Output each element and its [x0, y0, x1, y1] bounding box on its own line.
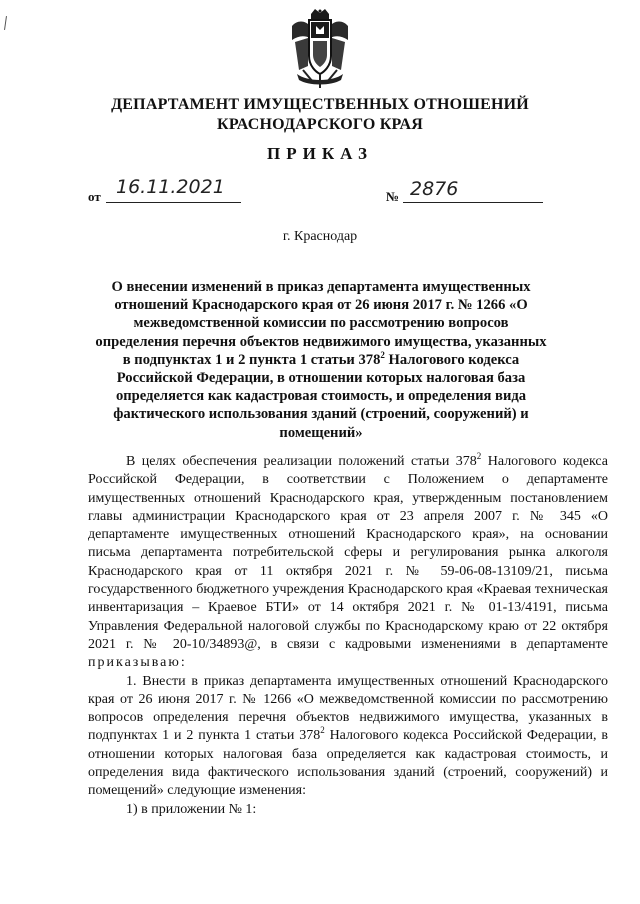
preamble-text-b: Налогового кодекса Российской Федерации, в соответствии с Положением о департаменте имущественных отношений Краснодарского края, утвержденным постановлением главы администрации Краснодарского края от 23 апреля 2007 г. № 345 «О департаменте имущественных отношений Краснодарского края», на основании письма департамента потребительской сферы и регулирования рынка алкоголя Краснодарского края от 11 октября 2021 г. № 59-06-08-13109/21, письма государственного бюджетного учреждения Краснодарского края «Краевая техническая инвентаризация – Краевое БТИ» от 14 октября 2021 г. № 01-13/4191, письма Управления Федеральной налоговой службы по Краснодарскому краю от 22 октября 2021 г. № 20-10/34893@, в связи с кадровыми изменениями в департаменте	[88, 454, 608, 652]
clause-1-paragraph	[88, 673, 608, 801]
preamble-paragraph	[88, 453, 608, 673]
preamble-superscript: 2	[476, 451, 482, 461]
department-name	[0, 95, 640, 135]
subclause-1-paragraph: 1) в приложении № 1:	[126, 801, 257, 817]
date-prefix: от	[88, 189, 101, 204]
city-label: г. Краснодар	[282, 229, 358, 244]
order-word: приказываю:	[88, 655, 187, 671]
number-prefix: №	[386, 189, 400, 204]
subject-superscript: 2	[380, 349, 385, 360]
department-name-line2: КРАСНОДАРСКОГО КРАЯ	[217, 116, 423, 133]
number-underline	[403, 202, 543, 203]
preamble-text-a: В целях обеспечения реализации положений статьи 378	[126, 454, 477, 469]
coat-of-arms-emblem	[289, 8, 351, 90]
department-name-line1: ДЕПАРТАМЕНТ ИМУЩЕСТВЕННЫХ ОТНОШЕНИЙ	[111, 96, 529, 113]
document-body	[88, 453, 608, 819]
clause-1-text-b: Налогового кодекса Российской Федерации, в отношении которых налоговая база определяется как кадастровая стоимость, и определения вида фактического использования зданий (строений, сооружений) и помещений» следующие изменения:	[88, 728, 608, 799]
subject-text-part2: Налогового кодекса Российской Федерации, в отношении которых налоговая база определяется как кадастровая стоимость, и определения вида фактического использования зданий (строений, сооружений) и помещений»	[113, 351, 529, 441]
handwritten-date: 16.11.2021	[116, 176, 225, 198]
margin-pen-mark	[4, 16, 7, 30]
clause-1-text-a: 1. Внести в приказ департамента имущественных отношений Краснодарского края от 26 июня 2017 г. № 1266 «О межведомственной комиссии по рассмотрению вопросов определения перечня объектов недвижимого имущества, указанных в подпунктах 1 и 2 пункта 1 статьи 378	[88, 673, 608, 744]
document-type-title: ПРИКАЗ	[267, 144, 373, 163]
handwritten-number: 2876	[410, 178, 459, 200]
subject-text-part1: О внесении изменений в приказ департамента имущественных отношений Краснодарского края от 26 июня 2017 г. № 1266 «О межведомственной комиссии по рассмотрению вопросов определения перечня объектов недвижимого имущества, указанных в подпунктах 1 и 2 пункта 1 статьи 378	[95, 279, 547, 368]
clause-1-superscript: 2	[320, 725, 325, 736]
date-underline	[106, 202, 241, 203]
order-subject-heading	[95, 278, 547, 442]
